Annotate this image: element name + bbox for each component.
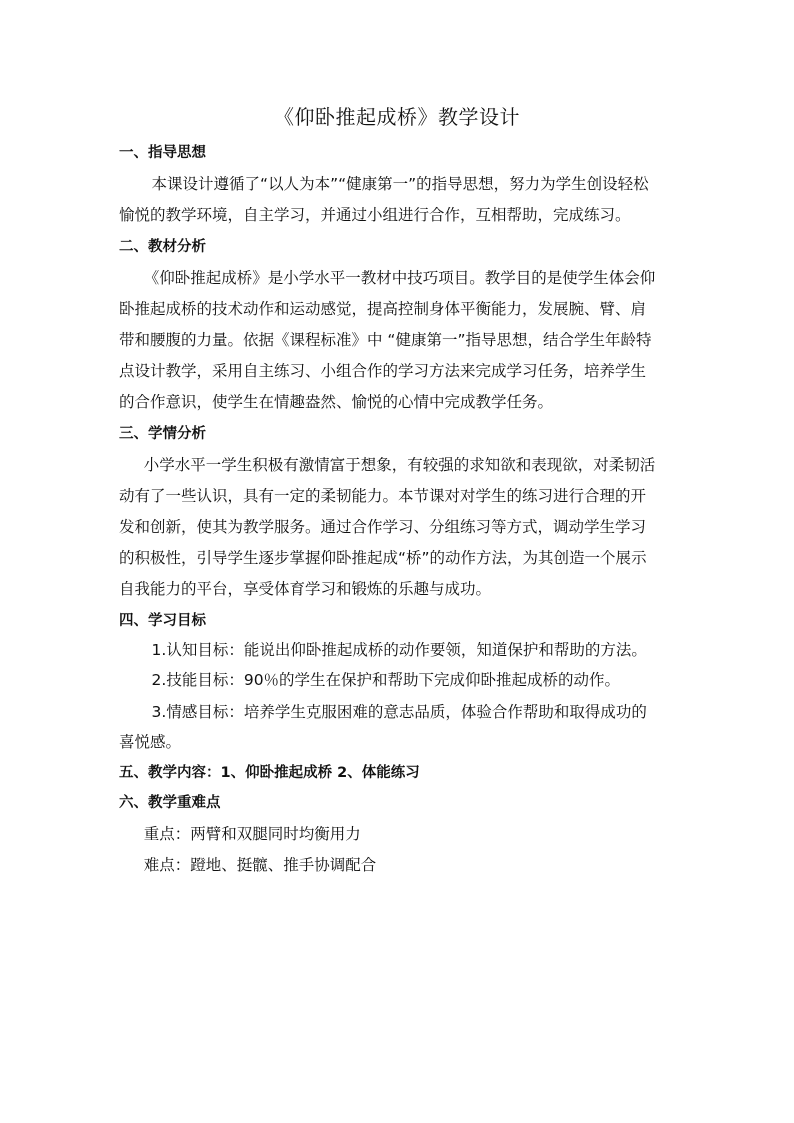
key-point-text: 重点：两臂和双腿同时均衡用力 bbox=[143, 825, 361, 843]
learning-goal-affective: 3.情感目标：培养学生克服困难的意志品质，体验合作帮助和取得成功的喜悦感。 bbox=[119, 703, 647, 751]
section-heading-learning-goals: 四、学习目标 bbox=[119, 613, 206, 629]
paragraph-student-analysis: 小学水平一学生积极有激情富于想象，有较强的求知欲和表现欲，对柔韧活动有了一些认识，具有一定的柔韧能力。本节课对对学生的练习进行合理的开发和创新，使其为教学服务。通过合作学习、分组练习等方式，调动学生学习的积极性，引导学生逐步掌握仰卧推起成“桥”的动作方法，为其创造一个展示自我能力的平台，享受体育学习和锻炼的乐趣与成功。 bbox=[119, 456, 656, 598]
document-title: 《仰卧推起成桥》教学设计 bbox=[274, 105, 520, 129]
section-heading-key-difficult-points: 六、教学重难点 bbox=[119, 795, 221, 811]
learning-goal-cognitive: 1.认知目标：能说出仰卧推起成桥的动作要领，知道保护和帮助的方法。 bbox=[151, 641, 647, 659]
section-heading-material-analysis: 二、教材分析 bbox=[119, 239, 206, 255]
paragraph-guiding-ideology: 本课设计遵循了“以人为本”“健康第一”的指导思想，努力为学生创设轻松愉悦的教学环境，自主学习，并通过小组进行合作，互相帮助，完成练习。 bbox=[119, 175, 649, 224]
section-heading-guiding-ideology: 一、指导思想 bbox=[119, 145, 206, 161]
section-heading-student-analysis: 三、学情分析 bbox=[119, 426, 206, 442]
document-body bbox=[119, 139, 660, 881]
section-heading-teaching-content: 五、教学内容：1、仰卧推起成桥 2、体能练习 bbox=[119, 765, 420, 781]
paragraph-material-analysis: 《仰卧推起成桥》是小学水平一教材中技巧项目。教学目的是使学生体会仰卧推起成桥的技术动作和运动感觉，提高控制身体平衡能力，发展腕、臂、肩带和腰腹的力量。依据《课程标准》中 “健康第一”指导思想，结合学生年龄特点设计教学，采用自主练习、小组合作的学习方法来完成学习任务，培养学生的合作意识，使学生在情趣盎然、愉悦的心情中完成教学任务。 bbox=[119, 269, 656, 411]
difficult-point-text: 难点：蹬地、挺髋、推手协调配合 bbox=[143, 856, 377, 874]
learning-goal-skill: 2.技能目标：90％的学生在保护和帮助下完成仰卧推起成桥的动作。 bbox=[151, 671, 621, 689]
